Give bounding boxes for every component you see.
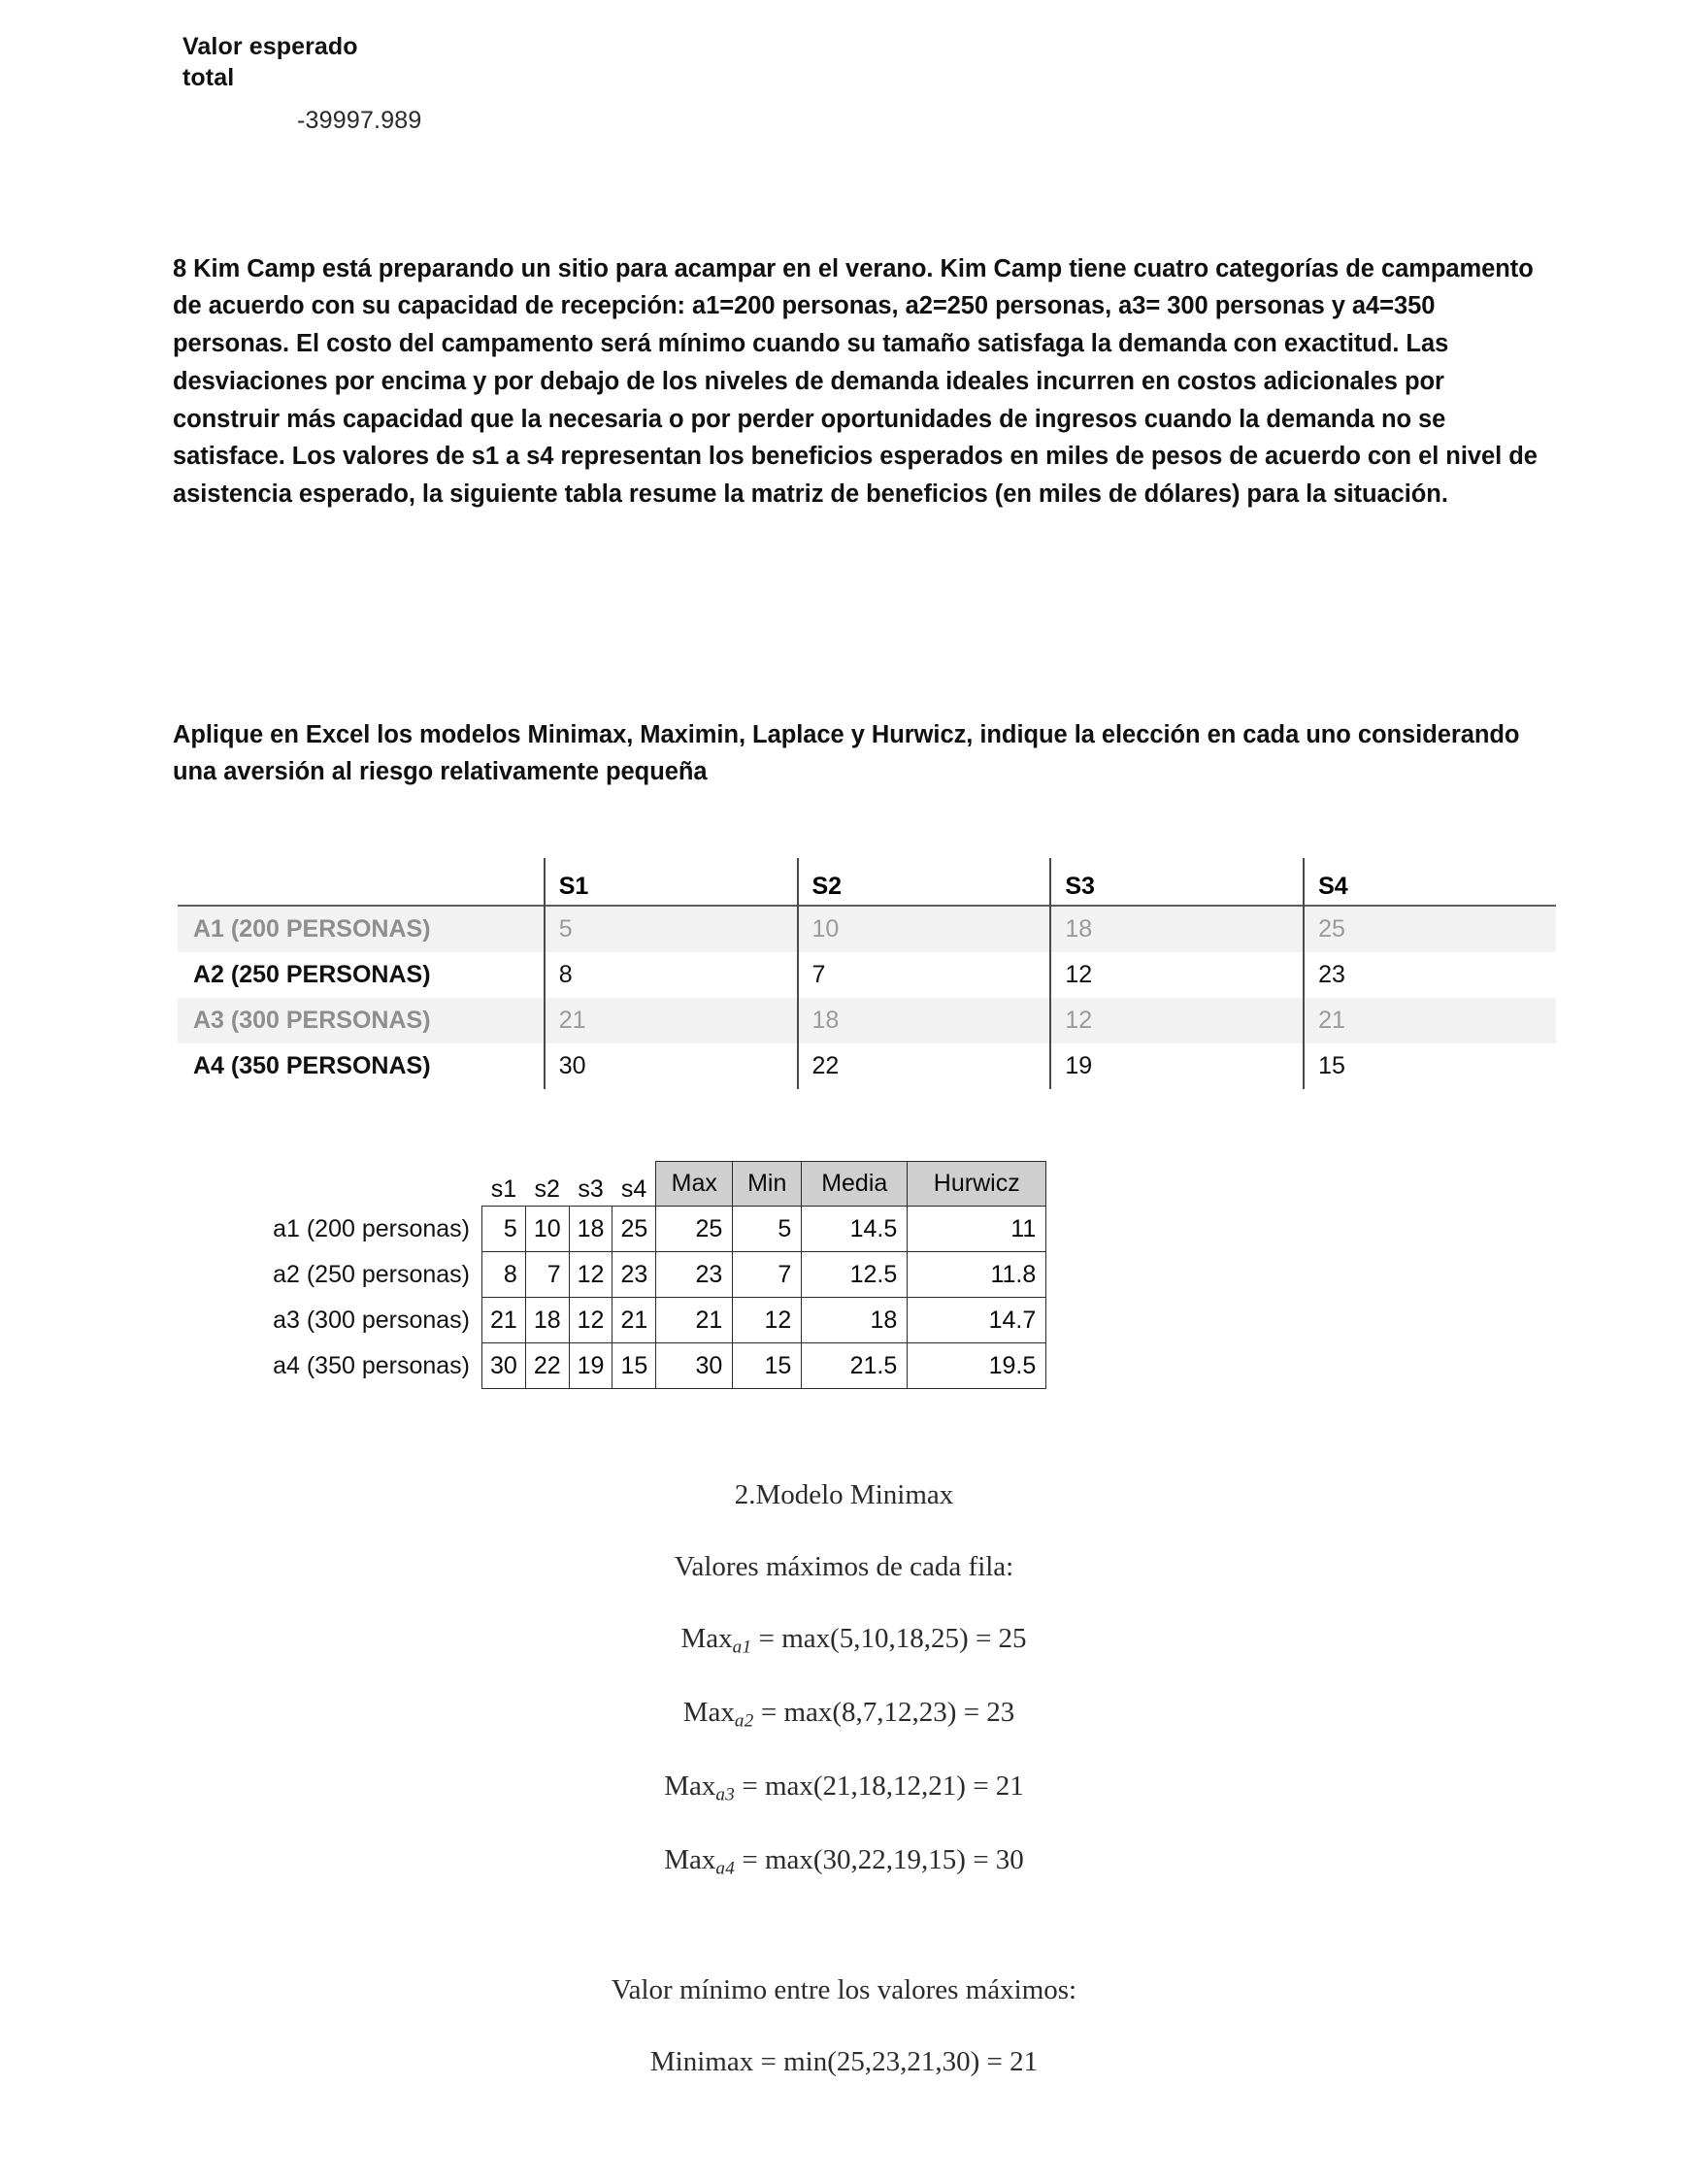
minimax-eq-a2-lhs: Max (682, 1697, 735, 1728)
criteria-cell-a1-s4: 25 (612, 1207, 656, 1252)
payoff-cell-a3-s1: 21 (545, 998, 798, 1043)
criteria-col-s1: s1 (482, 1162, 526, 1207)
minimax-eq-a3-lhs: Max (664, 1770, 716, 1802)
payoff-matrix-col-s1: S1 (545, 858, 798, 906)
instruction-paragraph: Aplique en Excel los modelos Minimax, Maximin, Laplace y Hurwicz, indique la elección en cada uno considerando una aversión al riesgo relativamente pequeña (173, 720, 1520, 786)
criteria-cell-a4-min: 15 (733, 1343, 802, 1389)
criteria-cell-a2-max: 23 (656, 1252, 733, 1298)
minimax-section-title: 2.Modelo Minimax (734, 1479, 954, 1510)
minimax-eq-a1-lhs: Max (680, 1623, 733, 1654)
payoff-cell-a4-s4: 15 (1304, 1043, 1556, 1089)
criteria-cell-a3-max: 21 (656, 1298, 733, 1343)
minimax-eq-a3-rhs: = max(21,18,12,21) = 21 (742, 1770, 1024, 1802)
payoff-cell-a3-s2: 18 (798, 998, 1051, 1043)
payoff-cell-a1-s4: 25 (1304, 906, 1556, 952)
payoff-cell-a3-s4: 21 (1304, 998, 1556, 1043)
payoff-matrix-header-row (178, 858, 1556, 906)
criteria-cell-a2-s1: 8 (482, 1252, 526, 1298)
criteria-table-wrapper (182, 1161, 1046, 1389)
criteria-cell-a3-hurwicz: 14.7 (908, 1298, 1046, 1343)
criteria-table-head (182, 1162, 1046, 1207)
criteria-cell-a1-min: 5 (733, 1207, 802, 1252)
minimax-eq-a2-sub: a2 (734, 1710, 754, 1732)
criteria-cell-a2-s2: 7 (525, 1252, 569, 1298)
criteria-cell-a2-s3: 12 (569, 1252, 612, 1298)
table-row (178, 906, 1556, 952)
payoff-cell-a1-s3: 18 (1050, 906, 1304, 952)
criteria-cell-a2-media: 12.5 (802, 1252, 908, 1298)
minimax-eq-a4-sub: a4 (715, 1858, 736, 1879)
payoff-matrix-head (178, 858, 1556, 906)
criteria-row-label-a3: a3 (300 personas) (182, 1298, 482, 1343)
table-row (182, 1298, 1046, 1343)
minimax-eq-a1-rhs: = max(5,10,18,25) = 25 (758, 1623, 1027, 1654)
payoff-cell-a2-s2: 7 (798, 952, 1051, 998)
criteria-cell-a1-s3: 18 (569, 1207, 612, 1252)
minimax-eq-a2-rhs: = max(8,7,12,23) = 23 (760, 1697, 1015, 1728)
table-row (182, 1252, 1046, 1298)
expected-value-header (182, 31, 590, 135)
criteria-table-body (182, 1207, 1046, 1389)
criteria-cell-a1-hurwicz: 11 (908, 1207, 1046, 1252)
criteria-cell-a4-s3: 19 (569, 1343, 612, 1389)
table-row (178, 998, 1556, 1043)
payoff-row-label-a1: A1 (200 PERSONAS) (178, 906, 545, 952)
minimax-equation-a1 (0, 1623, 1688, 1658)
minimax-eq-a3-sub: a3 (715, 1784, 736, 1805)
criteria-cell-a1-s2: 10 (525, 1207, 569, 1252)
payoff-cell-a1-s1: 5 (545, 906, 798, 952)
minimax-eq-a1-sub: a1 (732, 1637, 752, 1658)
criteria-cell-a3-s1: 21 (482, 1298, 526, 1343)
table-row (182, 1343, 1046, 1389)
criteria-cell-a2-s4: 23 (612, 1252, 656, 1298)
minimax-eq-a4-lhs: Max (664, 1844, 716, 1875)
payoff-cell-a1-s2: 10 (798, 906, 1051, 952)
criteria-cell-a3-s4: 21 (612, 1298, 656, 1343)
criteria-cell-a2-hurwicz: 11.8 (908, 1252, 1046, 1298)
criteria-cell-a4-hurwicz: 19.5 (908, 1343, 1046, 1389)
criteria-cell-a1-max: 25 (656, 1207, 733, 1252)
payoff-cell-a2-s1: 8 (545, 952, 798, 998)
criteria-cell-a1-media: 14.5 (802, 1207, 908, 1252)
minimax-eq-a4-rhs: = max(30,22,19,15) = 30 (742, 1844, 1024, 1875)
criteria-col-max: Max (656, 1162, 733, 1207)
criteria-row-label-a4: a4 (350 personas) (182, 1343, 482, 1389)
criteria-cell-a3-media: 18 (802, 1298, 908, 1343)
criteria-cell-a3-s2: 18 (525, 1298, 569, 1343)
problem-statement-paragraph: 8 Kim Camp está preparando un sitio para acampar en el verano. Kim Camp tiene cuatro categorías de campamento de acuerdo con su capacidad de recepción: a1=200 personas, a2=250 personas, a3= 300 personas y a4=350 personas. El costo del campamento será mínimo cuando su tamaño satisfaga la demanda con exactitud. Las desviaciones por encima y por debajo de los niveles de demanda ideales incurren en costos adicionales por construir más capacidad que la necesaria o por perder oportunidades de ingresos cuando la demanda no se satisface. Los valores de s1 a s4 representan los beneficios esperados en miles de pesos de acuerdo con el nivel de asistencia esperado, la siguiente tabla resume la matriz de beneficios (en miles de dólares) para la situación. (173, 254, 1538, 508)
payoff-matrix-body (178, 906, 1556, 1089)
minimax-equation-a3 (0, 1770, 1688, 1805)
table-row (178, 1043, 1556, 1089)
criteria-row-label-a2: a2 (250 personas) (182, 1252, 482, 1298)
payoff-row-label-a3: A3 (300 PERSONAS) (193, 1007, 431, 1034)
criteria-cell-a2-min: 7 (733, 1252, 802, 1298)
criteria-col-media: Media (802, 1162, 908, 1207)
minimax-max-subtitle: Valores máximos de cada fila: (674, 1551, 1014, 1582)
criteria-table (182, 1161, 1046, 1389)
payoff-row-label-a4: A4 (350 PERSONAS) (193, 1052, 431, 1079)
criteria-cell-a1-s1: 5 (482, 1207, 526, 1252)
criteria-col-s2: s2 (525, 1162, 569, 1207)
criteria-corner-cell (182, 1162, 482, 1207)
payoff-matrix-col-s2: S2 (798, 858, 1051, 906)
minimax-equation-a2 (0, 1697, 1688, 1732)
payoff-matrix-col-s4: S4 (1304, 858, 1556, 906)
criteria-cell-a3-min: 12 (733, 1298, 802, 1343)
payoff-cell-a3-s3: 12 (1050, 998, 1304, 1043)
criteria-cell-a4-s4: 15 (612, 1343, 656, 1389)
criteria-cell-a3-s3: 12 (569, 1298, 612, 1343)
payoff-cell-a2-s3: 12 (1050, 952, 1304, 998)
expected-value-title (182, 31, 590, 93)
criteria-cell-a4-s1: 30 (482, 1343, 526, 1389)
payoff-cell-a4-s3: 19 (1050, 1043, 1304, 1089)
criteria-cell-a4-max: 30 (656, 1343, 733, 1389)
criteria-table-header-row (182, 1162, 1046, 1207)
minimax-min-subtitle: Valor mínimo entre los valores máximos: (611, 1974, 1077, 2005)
expected-value-amount: -39997.989 (297, 107, 422, 134)
payoff-matrix-corner-cell (178, 858, 545, 906)
table-row (178, 952, 1556, 998)
criteria-row-label-a1: a1 (200 personas) (182, 1207, 482, 1252)
payoff-cell-a2-s4: 23 (1304, 952, 1556, 998)
expected-value-title-line1: Valor esperado (182, 33, 358, 60)
payoff-matrix-col-s3: S3 (1050, 858, 1304, 906)
minimax-result-equation: Minimax = min(25,23,21,30) = 21 (649, 2046, 1039, 2077)
payoff-matrix-table (178, 858, 1556, 1089)
criteria-cell-a4-s2: 22 (525, 1343, 569, 1389)
criteria-col-min: Min (733, 1162, 802, 1207)
expected-value-title-line2: total (182, 64, 235, 91)
criteria-col-s3: s3 (569, 1162, 612, 1207)
criteria-col-hurwicz: Hurwicz (908, 1162, 1046, 1207)
payoff-row-label-a2: A2 (250 PERSONAS) (193, 961, 431, 988)
criteria-col-s4: s4 (612, 1162, 656, 1207)
payoff-cell-a4-s2: 22 (798, 1043, 1051, 1089)
payoff-cell-a4-s1: 30 (545, 1043, 798, 1089)
minimax-equation-a4 (0, 1844, 1688, 1879)
criteria-cell-a4-media: 21.5 (802, 1343, 908, 1389)
table-row (182, 1207, 1046, 1252)
